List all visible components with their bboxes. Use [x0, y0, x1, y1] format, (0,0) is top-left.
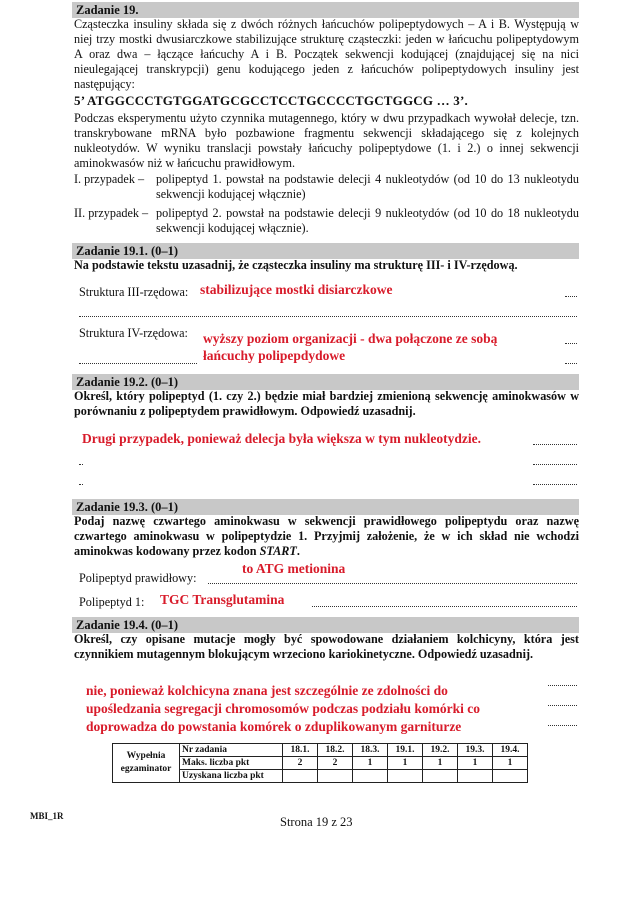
earned-points-cell[interactable]	[353, 770, 388, 783]
task-19-4-answer-line3: doprowadza do powstania komórek o zduplikowanym garniturze	[86, 719, 462, 734]
score-table	[112, 743, 528, 783]
task-19-4-header: Zadanie 19.4. (0–1)	[72, 617, 579, 633]
task-number: 19.2.	[423, 744, 458, 757]
answer-line	[565, 343, 577, 344]
earned-points-cell[interactable]	[388, 770, 423, 783]
task-number: 18.1.	[283, 744, 318, 757]
answer-line	[79, 464, 83, 465]
case-1-text: polipeptyd 1. powstał na podstawie delecji 4 nukleotydów (od 10 do 13 nukleotydu sekwencji kodującej włącznie)	[156, 172, 579, 201]
max-points: 1	[493, 757, 528, 770]
answer-line	[79, 484, 83, 485]
task-number: 19.3.	[458, 744, 493, 757]
normal-polypeptide-answer: to ATG metionina	[242, 561, 346, 576]
task-19-3-header: Zadanie 19.3. (0–1)	[72, 499, 579, 515]
case-2-text: polipeptyd 2. powstał na podstawie delecji 9 nukleotydów (od 10 do 18 nukleotydu sekwencji kodującej włącznie).	[156, 206, 579, 235]
max-points-label: Maks. liczba pkt	[180, 757, 283, 770]
task-19-2-header: Zadanie 19.2. (0–1)	[72, 374, 579, 390]
structure-3-label: Struktura III-rzędowa:	[79, 285, 189, 299]
max-points: 1	[458, 757, 493, 770]
answer-line	[548, 685, 577, 686]
answer-line	[565, 363, 577, 364]
start-codon-term: START	[259, 544, 297, 558]
answer-line	[533, 484, 577, 485]
task-number-label: Nr zadania	[180, 744, 283, 757]
task-number: 19.1.	[388, 744, 423, 757]
earned-points-cell[interactable]	[283, 770, 318, 783]
answer-line	[548, 725, 577, 726]
earned-points-cell[interactable]	[493, 770, 528, 783]
task-number: 18.2.	[318, 744, 353, 757]
earned-points-cell[interactable]	[458, 770, 493, 783]
page-number: Strona 19 z 23	[280, 815, 353, 829]
polypeptide-1-answer: TGC Transglutamina	[160, 592, 285, 607]
max-points: 2	[318, 757, 353, 770]
earned-points-cell[interactable]	[423, 770, 458, 783]
task-19-4-question: Określ, czy opisane mutacje mogły być spowodowane działaniem kolchicyny, która jest czynnikiem mutagennym blokującym wrzeciono kariokinetyczne. Odpowiedź uzasadnij.	[74, 632, 579, 661]
max-points: 2	[283, 757, 318, 770]
task-19-intro: Cząsteczka insuliny składa się z dwóch różnych łańcuchów polipeptydowych – A i B. Występują w niej trzy mostki dwusiarczkowe stabilizujące strukturę cząsteczki: jeden w łańcuchu polipeptydowym A oraz dwa – łączące łańcuchy A i B. Początek sekwencji kodującej (znajdującej się na nici nieulegającej transkrypcji) genu kodującego jeden z łańcuchów polipeptydowych insuliny jest następujący:	[74, 17, 579, 91]
max-points: 1	[388, 757, 423, 770]
answer-line	[533, 444, 577, 445]
max-points: 1	[353, 757, 388, 770]
structure-4-answer-line1: wyższy poziom organizacji - dwa połączone ze sobą	[203, 331, 498, 346]
task-19-1-header: Zadanie 19.1. (0–1)	[72, 243, 579, 259]
task-19-3-question-end: .	[296, 544, 300, 558]
answer-line	[79, 363, 197, 364]
answer-line	[208, 583, 577, 584]
task-19-experiment: Podczas eksperymentu użyto czynnika mutagennego, który w dwu przypadkach wywołał delecje, tzn. transkrybowane mRNA było pozbawione fragmentu sekwencji składającego się z kolejnych nukleotydów. W wyniku translacji powstały łańcuchy polipeptydowe (1. i 2.) o innej sekwencji aminokwasów niż w łańcuchu prawidłowym.	[74, 111, 579, 170]
task-number: 19.4.	[493, 744, 528, 757]
task-19-header: Zadanie 19.	[72, 2, 579, 18]
normal-polypeptide-label: Polipeptyd prawidłowy:	[79, 571, 197, 585]
answer-line	[79, 316, 577, 317]
earned-points-cell[interactable]	[318, 770, 353, 783]
structure-4-label: Struktura IV-rzędowa:	[79, 326, 188, 340]
task-19-2-question: Określ, który polipeptyd (1. czy 2.) będzie miał bardziej zmienioną sekwencję aminokwasów w porównaniu z polipeptydem prawidłowym. Odpowiedź uzasadnij.	[74, 389, 579, 418]
answer-line	[312, 606, 577, 607]
answer-line	[565, 296, 577, 297]
structure-4-answer-line2: łańcuchy polipepdydowe	[203, 348, 346, 363]
dna-sequence: 5’ ATGGCCCTGTGGATGCGCCTCCTGCCCCTGCTGGCG … 3’.	[74, 93, 468, 108]
task-19-4-answer-line2: upośledzania segregacji chromosomów podczas podziału komórki co	[86, 701, 481, 716]
task-19-3-question-text: Podaj nazwę czwartego aminokwasu w sekwencji prawidłowego polipeptydu oraz nazwę czwartego aminokwasu w polipeptydzie 1. Przyjmij założenie, że w ich skład nie wchodzi aminokwas kodowany przez kodon	[74, 514, 579, 558]
examiner-label: Wypełnia egzaminator	[113, 744, 180, 783]
task-19-3-question	[74, 514, 579, 559]
task-19-1-question: Na podstawie tekstu uzasadnij, że cząsteczka insuliny ma strukturę III- i IV-rzędową.	[74, 258, 518, 272]
task-19-2-answer: Drugi przypadek, ponieważ delecja była większa w tym nukleotydzie.	[82, 431, 481, 446]
max-points: 1	[423, 757, 458, 770]
case-1-label: I. przypadek –	[74, 172, 145, 186]
answer-line	[533, 464, 577, 465]
exam-code: MBI_1R	[30, 811, 64, 821]
answer-line	[548, 705, 577, 706]
case-2-label: II. przypadek –	[74, 206, 149, 220]
task-number: 18.3.	[353, 744, 388, 757]
polypeptide-1-label: Polipeptyd 1:	[79, 595, 145, 609]
task-19-4-answer-line1: nie, ponieważ kolchicyna znana jest szczególnie ze zdolności do	[86, 683, 448, 698]
earned-points-label: Uzyskana liczba pkt	[180, 770, 283, 783]
structure-3-answer: stabilizujące mostki disiarczkowe	[200, 282, 393, 297]
